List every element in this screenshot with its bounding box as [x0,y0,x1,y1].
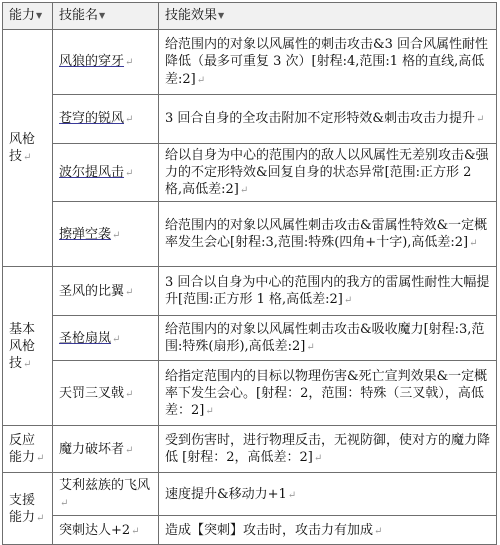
skill-effect: 3 回合自身的全攻击附加不定形特效&刺击攻击力提升↵ [159,95,497,144]
skill-effect: 3 回合以自身为中心的范围内的我方的雷属性耐性大幅提升[范围:正方形 1 格,高低差:2]↵ [159,267,497,316]
table-row [3,267,497,316]
skill-name: 圣枪扇岚↵ [53,316,159,361]
category-cell-basic-wind-spear: 基本 风枪 技↵ [3,267,53,426]
skill-effect: 速度提升&移动力+1↵ [159,473,497,516]
skills-table [2,2,497,545]
skill-effect: 给范围内的对象以风属性刺击攻击&吸收魔力[射程:3,范围:特殊(扇形),高低差:2]↵ [159,316,497,361]
table-row [3,516,497,545]
header-skill-effect: 技能效果▼ [159,3,497,30]
table-row [3,316,497,361]
skill-name: 突刺达人+2↵ [53,516,159,545]
table-row [3,95,497,144]
table-row [3,426,497,473]
header-skill-name: 技能名▼ [53,3,159,30]
skill-effect: 给范围内的对象以风属性刺击攻击&雷属性特效&一定概率发生会心[射程:3,范围:特殊(四角+十字),高低差:2]↵ [159,202,497,267]
header-row [3,3,497,30]
skill-name: 风狼的穿牙↵ [53,30,159,95]
skill-effect: 造成【突刺】攻击时，攻击力有加成↵ [159,516,497,545]
category-cell-reaction: 反应 能力↵ [3,426,53,473]
skill-name: 波尔提风击↵ [53,144,159,202]
table-row [3,202,497,267]
skill-effect: 给范围内的对象以风属性的刺击攻击&3 回合风属性耐性降低（最多可重复 3 次）[射程:4,范围:1 格的直线,高低差:2]↵ [159,30,497,95]
header-category: 能力▼ [3,3,53,30]
category-cell-wind-spear: 风枪 技↵ [3,30,53,267]
table-row [3,473,497,516]
skill-effect: 给以自身为中心的范围内的敌人以风属性无差别攻击&强力的不定形特效&回复自身的状态异常[范围:正方形 2 格,高低差:2]↵ [159,144,497,202]
skill-name: 魔力破坏者↵ [53,426,159,473]
table-row [3,361,497,426]
skill-name: 天罚三叉戟↵ [53,361,159,426]
table-row [3,144,497,202]
skill-name: 艾利兹族的飞风↵ [53,473,159,516]
skill-name: 圣风的比翼↵ [53,267,159,316]
skill-effect: 受到伤害时，进行物理反击，无视防御，使对方的魔力降低 [射程：2，高低差：2]↵ [159,426,497,473]
skill-name: 苍穹的锐风↵ [53,95,159,144]
table-row [3,30,497,95]
category-cell-support: 支援 能力↵ [3,473,53,545]
skill-effect: 给指定范围内的目标以物理伤害&死亡宣判效果&一定概率下发生会心。[射程：2，范围：特殊（三叉戟），高低差：2]↵ [159,361,497,426]
skill-name: 擦弹空袭↵ [53,202,159,267]
